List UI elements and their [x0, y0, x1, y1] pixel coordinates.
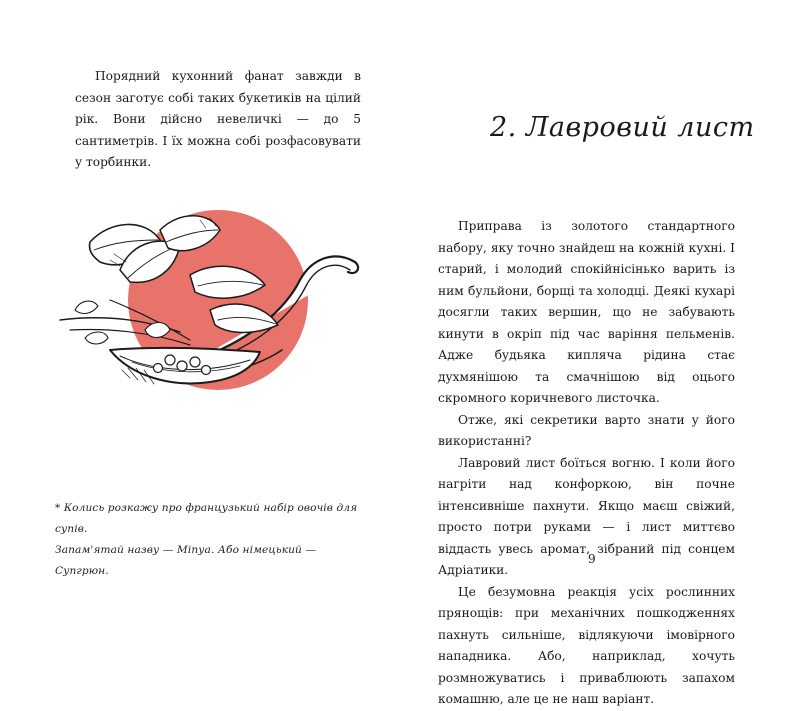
- paragraph: Це безумовна реакція усіх рослинних прянощів: при механічних пошкодженнях пахнуть сильніше, відлякуючи імовірного нападника. Або, наприклад, хочуть розмножуватись і приваблюють запахом комашню, але це не наш варіант.: [438, 584, 735, 706]
- paragraph: Порядний кухонний фанат завжди в сезон заготує собі таких букетиків на цілий рік. Вони дійсно невеличкі — до 5 сантиметрів. І їх можна собі розфасовувати у торбинки.: [75, 69, 361, 169]
- paragraph: Приправа із золотого стандартного набору, яку точно знайдеш на кожній кухні. І старий, і молодий спокійнісінько варить із ним бульйони, борщі та холодці. Деякі кухарі досягли таких вершин, що не забувають кинути в окріп під час варіння пельменів. Адже будьяка кипляча рідина стає духмянішою та смачнішою від оцього скромного коричневого листочка.: [438, 219, 735, 405]
- illustration-drawing: [50, 200, 370, 425]
- footnote: [55, 498, 373, 582]
- paragraph: Лавровий лист боїться вогню. І коли його нагріти над конфоркою, він почне інтенсивніше пахнути. Якщо маєш свіжий, просто потри руками — і лист миттєво віддасть увесь аромат, зібраний під сонцем Адріатики.: [438, 455, 735, 577]
- left-page: [0, 0, 400, 615]
- herb-bouquet-illustration: [50, 200, 370, 425]
- left-body-text: [75, 66, 361, 174]
- page-number: 9: [588, 552, 596, 566]
- right-body-text: [438, 216, 735, 711]
- paragraph: Отже, які секретики варто знати у його використанні?: [438, 412, 735, 448]
- chapter-title: 2. Лавровий лист: [490, 112, 755, 143]
- footnote-line: Запам'ятай назву — Міпуа. Або німецький — Супгрюн.: [55, 544, 317, 577]
- footnote-line: * Колись розкажу про французький набір овочів для супів.: [55, 502, 358, 535]
